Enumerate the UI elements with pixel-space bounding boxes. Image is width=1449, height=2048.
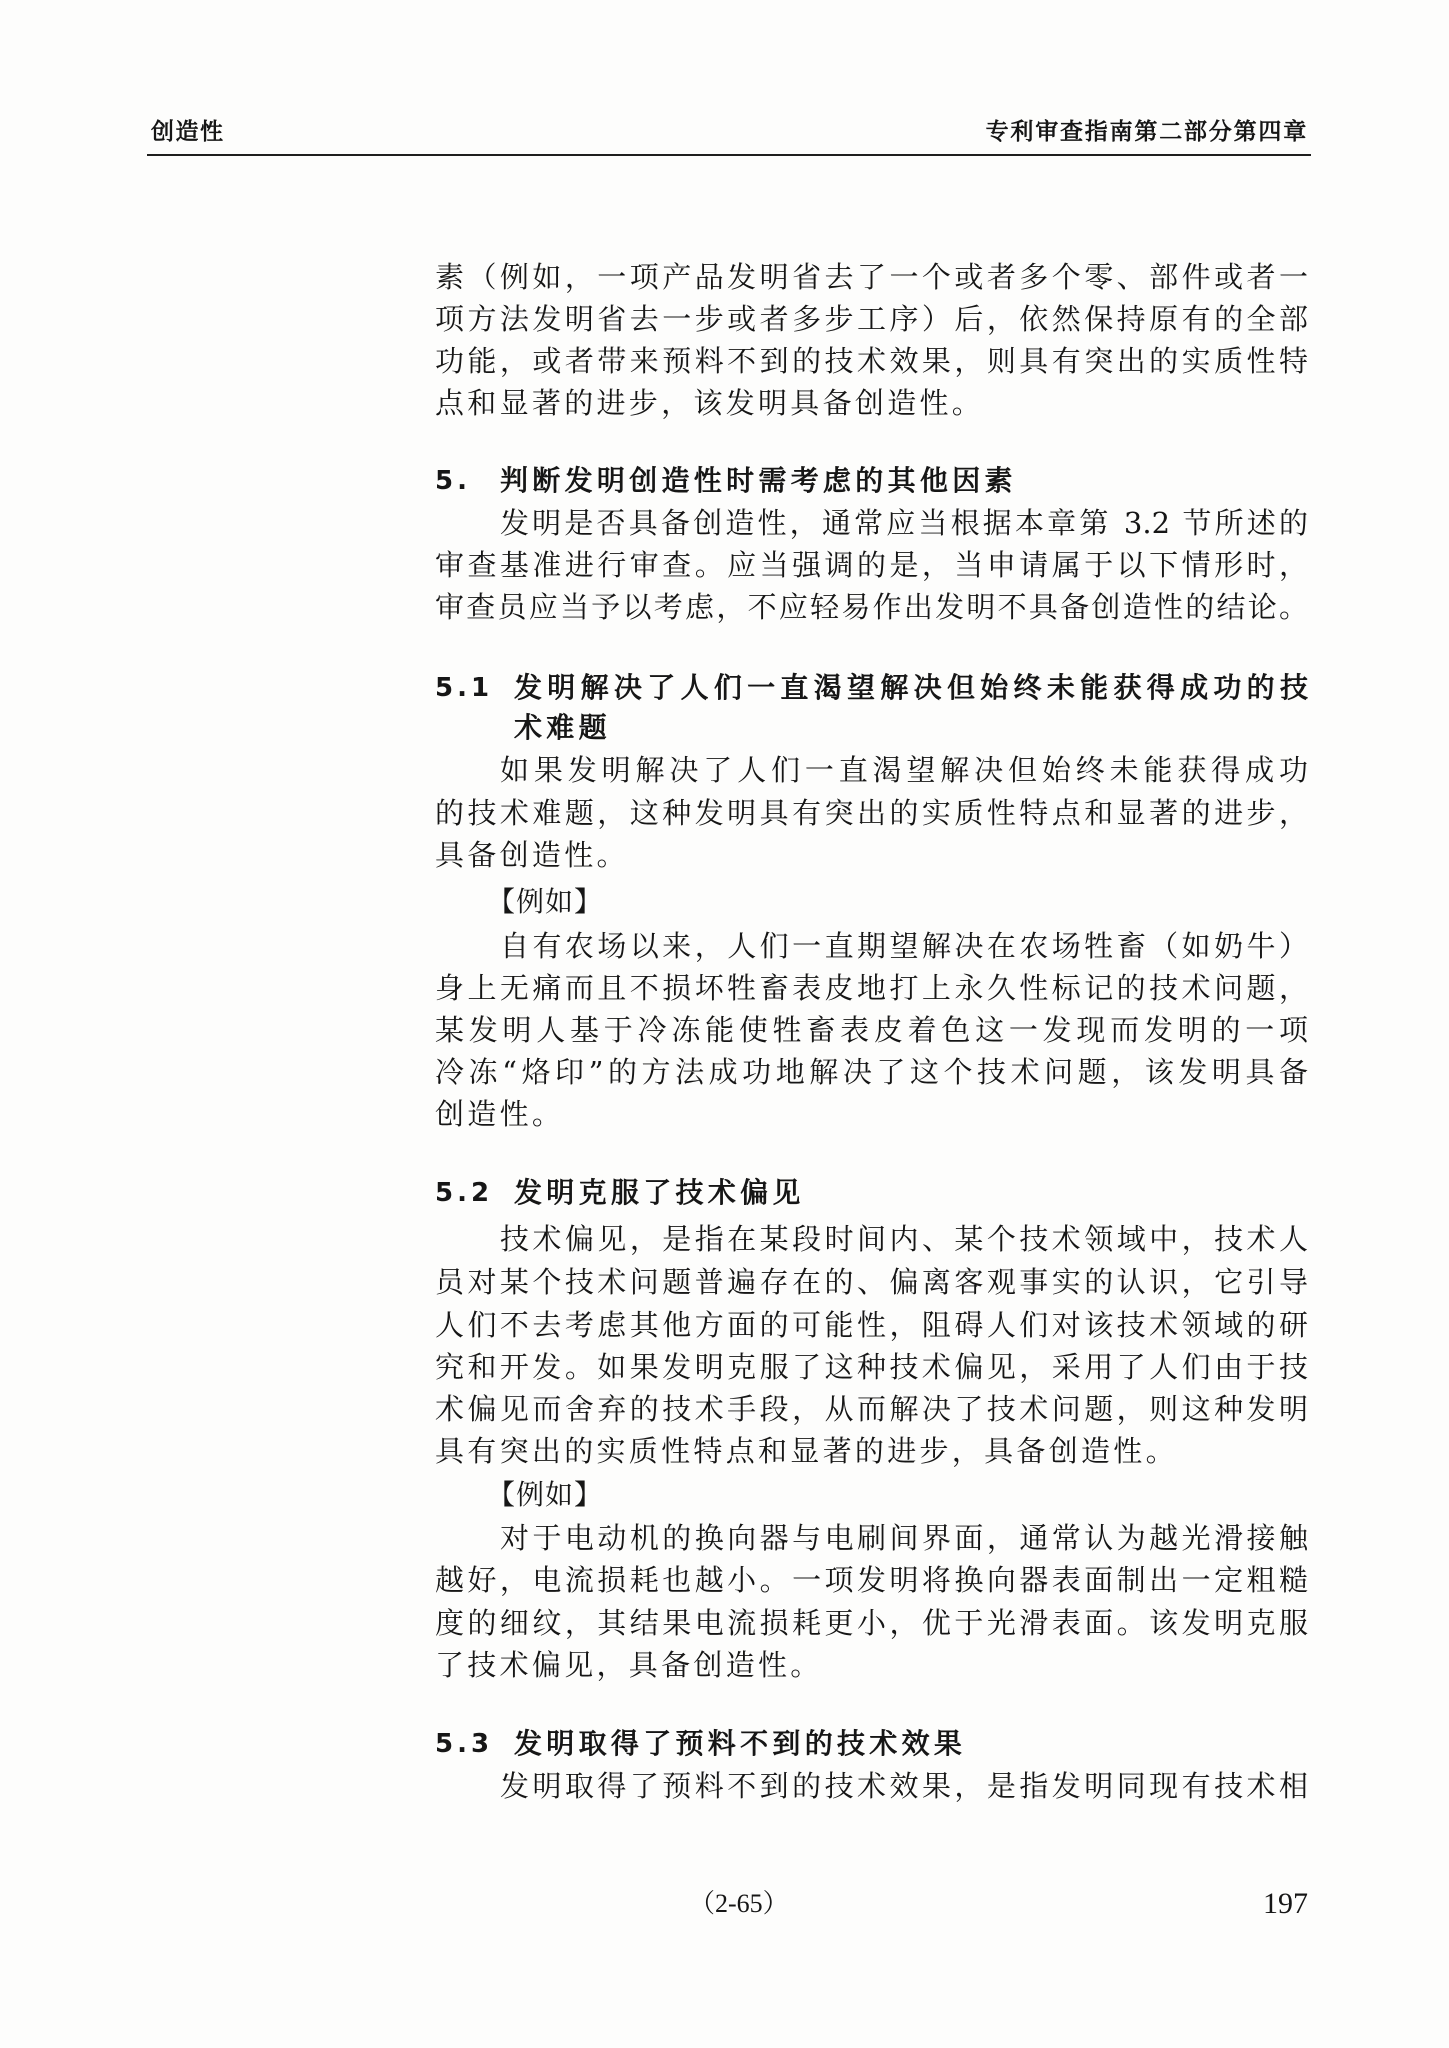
paragraph-line: 人们不去考虑其他方面的可能性，阻碍人们对该技术领域的研 [435, 1308, 1308, 1342]
section-number: 5.2 [435, 1178, 494, 1208]
paragraph-line: 员对某个技术问题普遍存在的、偏离客观事实的认识，它引导 [435, 1265, 1308, 1299]
example-line: 某发明人基于冷冻能使牲畜表皮着色这一发现而发明的一项 [435, 1013, 1308, 1047]
example-line: 越好，电流损耗也越小。一项发明将换向器表面制出一定粗糙 [435, 1563, 1308, 1597]
example-label: 【例如】 [487, 885, 604, 918]
paragraph-line: 审查基准进行审查。应当强调的是，当申请属于以下情形时， [435, 548, 1308, 582]
paragraph-line: 项方法发明省去一步或者多步工序）后，依然保持原有的全部 [435, 302, 1308, 336]
example-line: 冷冻“烙印”的方法成功地解决了这个技术问题，该发明具备 [435, 1055, 1308, 1089]
example-line: 度的细纹，其结果电流损耗更小，优于光滑表面。该发明克服 [435, 1606, 1308, 1640]
section-number: 5.1 [435, 673, 494, 703]
paragraph-line: 具备创造性。 [435, 838, 629, 872]
paragraph-line: 究和开发。如果发明克服了这种技术偏见，采用了人们由于技 [435, 1350, 1308, 1384]
paragraph-line: 点和显著的进步，该发明具备创造性。 [435, 386, 985, 420]
section-number: 5. [435, 466, 471, 496]
example-line: 对于电动机的换向器与电刷间界面，通常认为越光滑接触 [500, 1521, 1308, 1555]
example-line: 创造性。 [435, 1097, 565, 1131]
paragraph-line: 具有突出的实质性特点和显著的进步，具备创造性。 [435, 1434, 1178, 1468]
example-line: 自有农场以来，人们一直期望解决在农场牲畜（如奶牛） [500, 929, 1308, 963]
section-title: 发明克服了技术偏见 [514, 1176, 805, 1209]
paragraph-line: 素（例如，一项产品发明省去了一个或者多个零、部件或者一 [435, 260, 1308, 294]
section-title-line: 发明解决了人们一直渴望解决但始终未能获得成功的技 [514, 671, 1308, 704]
paragraph-line: 功能，或者带来预料不到的技术效果，则具有突出的实质性特 [435, 344, 1308, 378]
section-number: 5.3 [435, 1729, 494, 1759]
section-title-line: 术难题 [514, 711, 611, 744]
section-title: 发明取得了预料不到的技术效果 [514, 1727, 967, 1760]
paragraph-line: 术偏见而舍弃的技术手段，从而解决了技术问题，则这种发明 [435, 1392, 1308, 1426]
running-header-chapter: 创造性 [151, 118, 225, 145]
example-line: 了技术偏见，具备创造性。 [435, 1648, 823, 1682]
section-title: 判断发明创造性时需考虑的其他因素 [500, 464, 1017, 497]
paragraph-line: 发明取得了预料不到的技术效果，是指发明同现有技术相 [500, 1769, 1308, 1803]
example-line: 身上无痛而且不损坏牲畜表皮地打上永久性标记的技术问题， [435, 971, 1308, 1005]
running-header-book-section: 专利审查指南第二部分第四章 [985, 118, 1308, 145]
paragraph-line: 发明是否具备创造性，通常应当根据本章第 3.2 节所述的 [500, 506, 1308, 540]
example-label: 【例如】 [487, 1478, 604, 1511]
paragraph-line: 如果发明解决了人们一直渴望解决但始终未能获得成功 [500, 753, 1308, 787]
paragraph-line: 审查员应当予以考虑，不应轻易作出发明不具备创造性的结论。 [435, 590, 1308, 624]
paragraph-line: 技术偏见，是指在某段时间内、某个技术领域中，技术人 [500, 1222, 1308, 1256]
page-number: 197 [1263, 1887, 1308, 1920]
paragraph-line: 的技术难题，这种发明具有突出的实质性特点和显著的进步， [435, 796, 1308, 830]
footer-part-page: （2-65） [689, 1889, 789, 1918]
header-rule [147, 154, 1311, 156]
